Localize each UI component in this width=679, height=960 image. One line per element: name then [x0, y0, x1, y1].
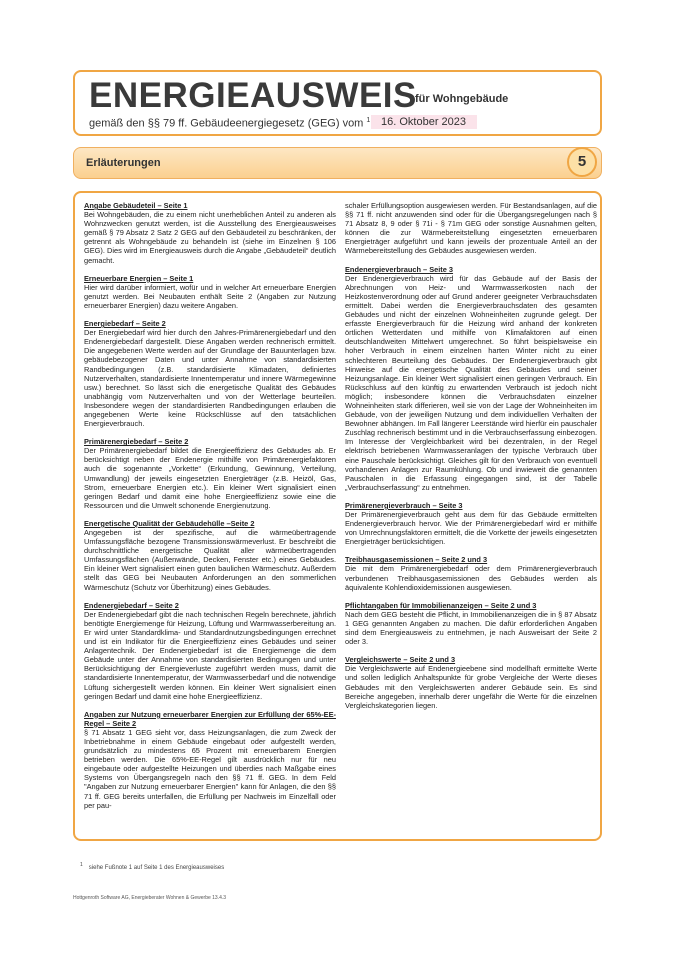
section-text: Der Energiebedarf wird hier durch den Jahres-Primärenergiebedarf und den Endenergiebedarf dargestellt. Diese Angaben werden rechnerisch ermittelt. Die angegebenen Werte werden auf der Grundlage der Bauunterlagen bzw. gebäudebezogener Daten und unter Annahme von standardisierten Randbedingungen (z.B. standardisierte Klimadaten, definiertes Nutzerverhalten, standardisierte Innentemperatur und innere Wärmegewinne usw.) berechnet. So lässt sich die energetische Qualität des Gebäudes unabhängig vom Nutzerverhalten und von der Wetterlage beurteilen. Insbesondere wegen der standardisierten Randbedingungen erlauben die angegebenen Werte keine Rückschlüsse auf den tatsächlichen Energieverbrauch. [84, 328, 336, 429]
explanations-box [73, 191, 602, 841]
section [84, 710, 336, 810]
section-text: Der Endenergieverbrauch wird für das Gebäude auf der Basis der Abrechnungen von Heiz- und Warmwasserkosten nach der Heizkostenverordnung oder auf Grund anderer geeigneter Verbrauchsdaten ermittelt. Dabei werden die Energieverbrauchsdaten des gesamten Gebäudes und nicht der einzelnen Wohneinheiten zugrunde gelegt. Der erfasste Energieverbrauch für die Heizung wird anhand der konkreten örtlichen Wetterdaten und mithilfe von Klimafaktoren auf einen deutschlandweiten Mittelwert umgerechnet. So führt beispielsweise ein hoher Verbrauch in einem einzelnen harten Winter nicht zu einer schlechteren Beurteilung des Gebäudes. Der Endenergieverbrauch gibt Hinweise auf die energetische Qualität des Gebäudes und seiner Heizungsanlage. Ein kleiner Wert signalisiert einen geringen Verbrauch. Ein Rückschluss auf den künftig zu erwartenden Verbrauch ist jedoch nicht möglich; insbesondere können die Verbrauchsdaten einzelner Wohneinheiten stark differieren, weil sie von der Lage der Wohneinheiten im Gebäude, von der jeweiligen Nutzung und dem individuellen Verhalten der Bewohner abhängen. Im Fall längerer Leerstände wird hierfür ein pauschaler Zuschlag rechnerisch bestimmt und in die Verbrauchserfassung einbezogen. Im Interesse der Vergleichbarkeit wird bei dezentralen, in der Regel elektrisch betriebenen Warmwasseranlagen der typische Verbrauch über eine Pauschale berücksichtigt. Gleiches gilt für den Verbrauch von eventuell vorhandenen Anlagen zur Raumkühlung. Ob und inwieweit die genannten Pauschalen in die Erfassung eingegangen sind, ist der Tabelle „Verbrauchserfassung“ zu entnehmen. [345, 273, 597, 492]
section-text: Angegeben ist der spezifische, auf die wärmeübertragende Umfassungsfläche bezogene Transmissionswärmeverlust. Er beschreibt die durchschnittliche energetische Qualität aller wärmeübertragenden Umfassungsflächen (Außenwände, Decken, Fenster etc.) eines Gebäudes. Ein kleiner Wert signalisiert einen guten baulichen Wärmeschutz. Außerdem stellt das GEG bei Neubauten Anforderungen an den sommerlichen Wärmeschutz (Schutz vor Überhitzung) eines Gebäudes. [84, 528, 336, 592]
section [84, 519, 336, 592]
section-heading: Primärenergiebedarf – Seite 2 [84, 437, 189, 447]
section-text: § 71 Absatz 1 GEG sieht vor, dass Heizungsanlagen, die zum Zweck der Inbetriebnahme in einem Gebäude eingebaut oder aufgestellt werden, grundsätzlich zu mindestens 65 Prozent mit erneuerbarem Energien betrieben werden. Die 65%-EE-Regel gilt ausdrücklich nur für neu eingebaute oder aufgestellte Heizungen und überdies nach Maßgabe eines Systems von Übergangsregeln nach den §§ 71 ff. GEG. In dem Feld "Angaben zur Nutzung erneuerbarer Energien" kann für Anlagen, die den §§ 71 ff. GEG bereits unterfallen, die Erfüllung per Nachweis im Einzelfall oder per pau- [84, 727, 336, 810]
section-heading: Energiebedarf – Seite 2 [84, 319, 166, 329]
document-header [73, 70, 602, 136]
section [345, 601, 597, 646]
section-heading: Endenergiebedarf – Seite 2 [84, 600, 179, 610]
section-text: Die Vergleichswerte auf Endenergieebene sind modellhaft ermittelte Werte und sollen lediglich Anhaltspunkte für grobe Vergleiche der Werte dieses Gebäudes mit den Vergleichswerten anderer Gebäude sein. Es sind Bereiche angegeben, innerhalb derer ungefähr die Werte für die einzelnen Vergleichskategorien liegen. [345, 664, 597, 710]
section-text: schaler Erfüllungsoption ausgewiesen werden. Für Bestandsanlagen, auf die §§ 71 ff. nicht anzuwenden sind oder für die Übergangsregelungen nach § 71 Absatz 8, 9 oder § 71i - § 71m GEG oder sonstige Ausnahmen gelten, können die zur Wärmebereitstellung eingesetzten erneuerbaren Energieträger aufgeführt und kann jeweils der prozentuale Anteil an der Wärmebereitstellung des Gebäudes ausgewiesen werden. [345, 201, 597, 256]
section [345, 555, 597, 591]
left-column [84, 201, 336, 819]
section [84, 601, 336, 701]
section-heading: Vergleichswerte – Seite 2 und 3 [345, 655, 456, 665]
document-title: ENERGIEAUSWEIS [89, 76, 417, 115]
section-text: Der Primärenergieverbrauch geht aus dem für das Gebäude ermittelten Endenergieverbrauch hervor. Wie der Primärenergiebedarf wird er mithilfe von Umrechnungsfaktoren ermittelt, die die Vorkette der jeweils eingesetzten Energieträger berücksichtigen. [345, 510, 597, 547]
section [345, 265, 597, 492]
law-reference [89, 117, 370, 130]
section-text: Nach dem GEG besteht die Pflicht, in Immobilienanzeigen die in § 87 Absatz 1 GEG genannten Angaben zu machen. Die dafür erforderlichen Angaben sind dem Energieausweis zu entnehmen, je nach Ausweisart der Seite 2 oder 3. [345, 609, 597, 647]
right-column [345, 201, 597, 719]
issue-date: 16. Oktober 2023 [371, 115, 477, 129]
section [84, 319, 336, 428]
section-heading: Treibhausgasemissionen – Seite 2 und 3 [345, 555, 488, 565]
section-heading: Pflichtangaben für Immobilienanzeigen – Seite 2 und 3 [345, 600, 537, 610]
section [345, 655, 597, 710]
document-subtitle: für Wohngebäude [415, 93, 509, 105]
section [84, 274, 336, 310]
section-text: Die mit dem Primärenergiebedarf oder dem Primärenergieverbrauch verbundenen Treibhausgasemissionen des Gebäudes werden als äquivalente Kohlendioxidemissionen ausgewiesen. [345, 564, 597, 592]
section-text: Hier wird darüber informiert, wofür und in welcher Art erneuerbare Energien genutzt werden. Bei Neubauten enthält Seite 2 (Angaben zur Nutzung erneuerbarer Energien) dazu weitere Angaben. [84, 282, 336, 310]
footnote [80, 862, 224, 871]
section [84, 437, 336, 510]
page-number-badge: 5 [567, 147, 597, 177]
section-text: Bei Wohngebäuden, die zu einem nicht unerheblichen Anteil zu anderen als Wohnzwecken genutzt werden, ist die Ausstellung des Energieausweises gemäß § 79 Absatz 2 Satz 2 GEG auf den Gebäudeteil zu beschränken, der getrennt als Wohngebäude zu behandeln ist (siehe im Einzelnen § 106 GEG). Dies wird im Energieausweis durch die Angabe „Gebäudeteil“ deutlich gemacht. [84, 210, 336, 265]
section [345, 201, 597, 256]
section-text: Der Endenergiebedarf gibt die nach technischen Regeln berechnete, jährlich benötigte Energiemenge für Heizung, Lüftung und Warmwasserbereitung an. Er wird unter Standardklima- und Standardnutzungsbedingungen errechnet und ist ein Indikator für die Energieeffizienz eines Gebäudes und seiner Anlagentechnik. Der Endenergiebedarf ist die Energiemenge die dem Gebäude unter der Annahme von standardisierten Bedingungen und unter Berücksichtigung der Energieverluste zugeführt werden muss, damit die standardisierte Innentemperatur, der Warmwasserbedarf und die notwendige Lüftung sichergestellt werden können. Ein kleiner Wert signalisiert einen geringen Bedarf und damit eine hohe Energieeffizienz. [84, 609, 336, 701]
section-heading: Endenergieverbrauch – Seite 3 [345, 264, 454, 274]
footnote-text: siehe Fußnote 1 auf Seite 1 des Energieausweises [88, 865, 225, 871]
section-title: Erläuterungen [86, 157, 161, 169]
section-heading: Angabe Gebäudeteil – Seite 1 [84, 201, 188, 210]
section-bar [73, 147, 602, 179]
section-heading: Erneuerbare Energien – Seite 1 [84, 273, 194, 283]
section [84, 201, 336, 265]
law-footnote-mark: 1 [366, 117, 371, 124]
section [345, 501, 597, 546]
law-text: gemäß den §§ 79 ff. Gebäudeenergiegesetz (GEG) vom [89, 117, 364, 130]
software-credit: Hottgenroth Software AG, Energieberater Wohnen & Gewerbe 13.4.3 [73, 895, 227, 901]
section-text: Der Primärenergiebedarf bildet die Energieeffizienz des Gebäudes ab. Er berücksichtigt neben der Endenergie mithilfe von Primärenergiefaktoren auch die sogenannte „Vorkette“ (Erkundung, Gewinnung, Verteilung, Umwandlung) der jeweils eingesetzten Energieträger (z.B. Heizöl, Gas, Strom, erneuerbare Energien etc.). Ein kleiner Wert signalisiert einen geringen Bedarf und damit eine hohe Energieeffizienz sowie eine die Ressourcen und die Umwelt schonende Energienutzung. [84, 446, 336, 510]
section-heading: Angaben zur Nutzung erneuerbarer Energien zur Erfüllung der 65%-EE-Regel – Seite 2 [84, 709, 336, 728]
section-heading: Energetische Qualität der Gebäudehülle –Seite 2 [84, 518, 255, 528]
section-heading: Primärenergieverbrauch – Seite 3 [345, 500, 463, 510]
footnote-mark: 1 [80, 862, 83, 868]
